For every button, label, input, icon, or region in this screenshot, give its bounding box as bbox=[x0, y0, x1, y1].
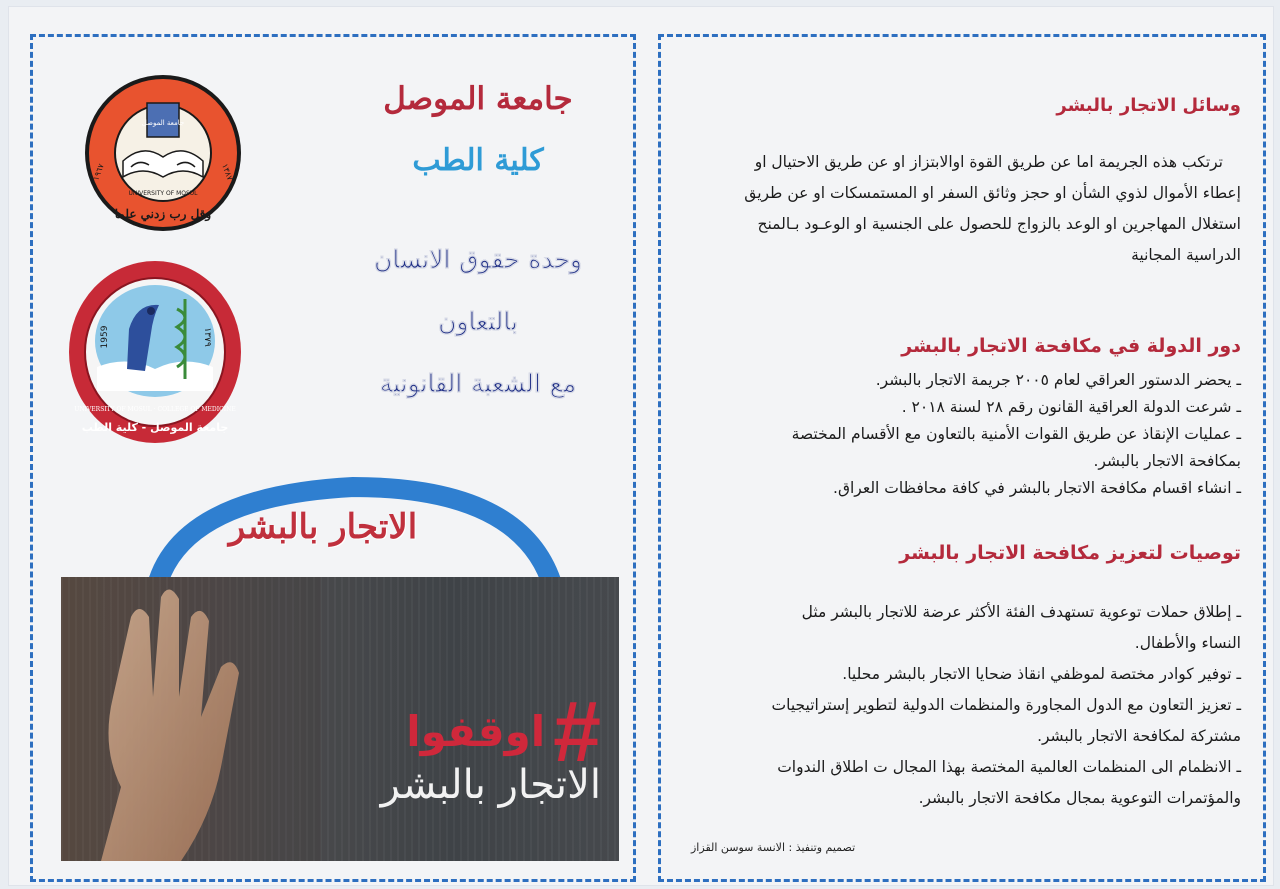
section-recommendations-line: والمؤتمرات التوعوية بمجال مكافحة الاتجار بالبشر. bbox=[918, 789, 1241, 807]
section-means-line: الدراسية المجانية bbox=[1131, 246, 1241, 264]
section-state-role-title: دور الدولة في مكافحة الاتجار بالبشر bbox=[901, 335, 1241, 357]
college-of-medicine-logo bbox=[67, 259, 243, 445]
section-state-role-line: ـ شرعت الدولة العراقية القانون رقم ٢٨ لسنة ٢٠١٨ . bbox=[901, 398, 1241, 416]
section-recommendations-line: ـ توفير كوادر مختصة لموظفي انقاذ ضحايا الاتجار بالبشر محليا. bbox=[842, 665, 1241, 683]
section-state-role-line: بمكافحة الاتجار بالبشر. bbox=[1093, 452, 1241, 470]
section-means-line: إعطاء الأموال لذوي الشأن او حجز وثائق السفر او المستمسكات او عن طريق bbox=[744, 184, 1241, 202]
raised-hand-image bbox=[61, 577, 321, 861]
section-means-line: ترتكب هذه الجريمة اما عن طريق القوة اوالابتزاز او عن طريق الاحتيال او bbox=[754, 153, 1223, 171]
section-recommendations-line: ـ إطلاق حملات توعوية تستهدف الفئة الأكثر عرضة للاتجار بالبشر مثل bbox=[801, 603, 1241, 621]
mosul-logo-ring-text: UNIVERSITY OF MOSUL bbox=[128, 190, 198, 197]
mosul-logo-top-text: جامعة الموصل bbox=[141, 119, 185, 127]
section-recommendations-title: توصيات لتعزيز مكافحة الاتجار بالبشر bbox=[899, 542, 1241, 564]
med-logo-year-left: 1959 bbox=[100, 325, 110, 349]
section-recommendations-line: ـ تعزيز التعاون مع الدول المجاورة والمنظمات الدولية لتطوير إستراتيجيات bbox=[771, 696, 1241, 714]
college-title: كلية الطب bbox=[412, 143, 544, 178]
med-logo-year-right: ١٣٧٩ bbox=[202, 327, 212, 347]
trafficking-word: الاتجار بالبشر bbox=[380, 762, 601, 808]
brochure-sheet bbox=[8, 6, 1274, 886]
university-of-mosul-logo bbox=[83, 73, 243, 233]
med-logo-ring-text: UNIVERSITY OF MOSUL · COLLEGE OF MEDICINE bbox=[74, 406, 236, 413]
right-panel bbox=[658, 34, 1266, 882]
stop-trafficking-photo bbox=[61, 577, 619, 861]
section-recommendations-line: النساء والأطفال. bbox=[1134, 634, 1241, 652]
unit-title-line-1: وحدة حقوق الانسان bbox=[373, 245, 582, 274]
university-title: جامعة الموصل bbox=[383, 81, 573, 117]
section-recommendations-line: مشتركة لمكافحة الاتجار بالبشر. bbox=[1037, 727, 1241, 745]
mosul-logo-motto: وقل رب زدني علما bbox=[114, 207, 212, 221]
section-state-role-line: ـ انشاء اقسام مكافحة الاتجار بالبشر في كافة محافظات العراق. bbox=[833, 479, 1241, 497]
section-means-line: استغلال المهاجرين او الوعد بالزواج للحصول على الجنسية او الوعـود بـالمنح bbox=[757, 215, 1241, 233]
med-logo-bottom-text: جامعة الموصل - كلية الطب bbox=[81, 421, 229, 434]
section-state-role-body bbox=[681, 367, 1241, 502]
hashtag-icon: # bbox=[553, 684, 601, 780]
section-means-title: وسائل الاتجار بالبشر bbox=[1056, 95, 1241, 116]
section-state-role-line: ـ عمليات الإنقاذ عن طريق القوات الأمنية بالتعاون مع الأقسام المختصة bbox=[791, 425, 1241, 443]
human-trafficking-banner-title: الاتجار بالبشر bbox=[228, 507, 418, 547]
design-credit: تصميم وتنفيذ : الانسة سوسن القزاز bbox=[691, 841, 856, 854]
stop-trafficking-caption bbox=[380, 684, 601, 808]
section-recommendations-line: ـ الانظمام الى المنظمات العالمية المختصة بهذا المجال ت اطلاق الندوات bbox=[777, 758, 1241, 776]
section-state-role-line: ـ يحضر الدستور العراقي لعام ٢٠٠٥ جريمة الاتجار بالبشر. bbox=[875, 371, 1241, 389]
section-recommendations-body bbox=[681, 597, 1241, 814]
mosul-logo-year-left: ١٩٦٧ bbox=[91, 162, 106, 182]
left-panel bbox=[30, 34, 636, 882]
unit-title-line-3: مع الشعبة القانونية bbox=[379, 369, 577, 398]
section-means-body bbox=[681, 147, 1241, 271]
stop-word: اوقفوا bbox=[406, 707, 546, 756]
mosul-logo-year-right: ١٣٨٧ bbox=[220, 162, 235, 182]
unit-title-line-2: بالتعاون bbox=[438, 307, 518, 336]
